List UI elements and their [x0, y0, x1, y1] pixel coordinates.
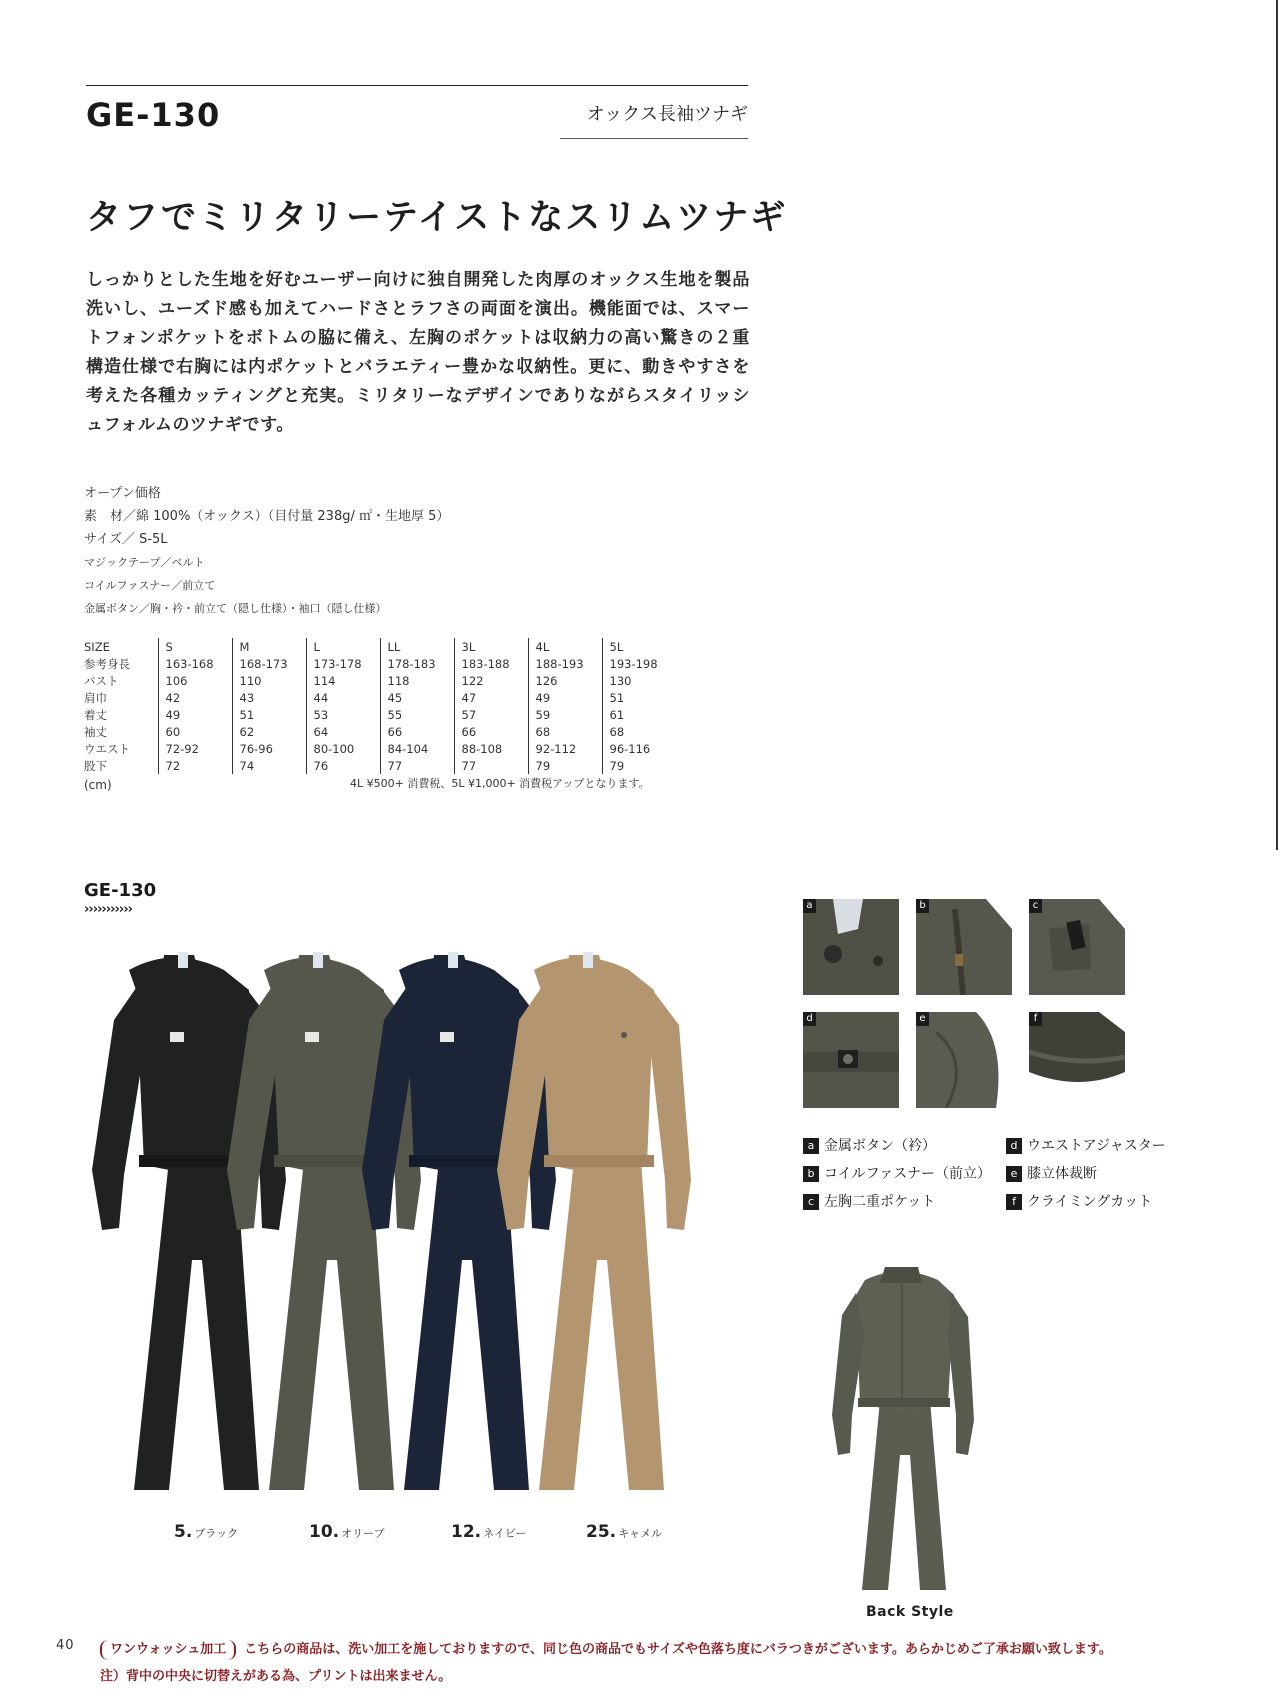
- detail-tag: d: [803, 1012, 816, 1026]
- spec-material: 素 材／綿 100%（オックス）（目付量 238g/ ㎡・生地厚 5）: [84, 509, 450, 524]
- detail-tag: b: [916, 899, 929, 913]
- table-cell: 51: [232, 706, 306, 723]
- detail-tag: e: [916, 1012, 929, 1026]
- row-label: 肩巾: [84, 690, 107, 705]
- table-cell: 44: [306, 689, 380, 706]
- table-row: [84, 655, 676, 672]
- table-cell: 60: [158, 723, 232, 740]
- back-style-label: Back Style: [866, 1604, 954, 1620]
- product-subtitle: オックス長袖ツナギ: [586, 104, 748, 125]
- table-cell: 68: [602, 723, 676, 740]
- coverall-camel: [497, 952, 691, 1490]
- footnote-wash-line: [100, 1636, 1200, 1663]
- legend-tag: e: [1006, 1166, 1022, 1182]
- page-edge-rule: [1276, 0, 1278, 850]
- row-label: ウエスト: [84, 741, 130, 756]
- detail-tag: f: [1029, 1012, 1042, 1026]
- color-name: ネイビー: [483, 1527, 527, 1540]
- table-cell: 43: [232, 689, 306, 706]
- detail-photo-d: [803, 1012, 899, 1108]
- row-label: 股下: [84, 758, 107, 773]
- size-header-label: SIZE: [84, 639, 110, 654]
- table-row: [84, 723, 676, 740]
- table-cell: 49: [528, 689, 602, 706]
- color-number: 5.: [174, 1522, 193, 1542]
- table-cell: 122: [454, 672, 528, 689]
- color-label-black: [174, 1522, 238, 1542]
- table-cell: 66: [454, 723, 528, 740]
- coverall-lineup-photo: [84, 930, 764, 1505]
- spec-velcro: マジックテープ／ベルト: [84, 556, 205, 569]
- spec-list: [84, 482, 724, 620]
- table-cell: 76: [306, 757, 380, 774]
- row-label: 袖丈: [84, 724, 107, 739]
- legend-item-d: [1006, 1135, 1166, 1155]
- spec-price: オープン価格: [84, 486, 161, 501]
- table-cell: 193-198: [602, 655, 676, 672]
- table-cell: 163-168: [158, 655, 232, 672]
- table-cell: 61: [602, 706, 676, 723]
- size-col: 4L: [528, 638, 602, 655]
- table-cell: 80-100: [306, 740, 380, 757]
- color-number: 10.: [309, 1522, 340, 1542]
- color-name: ブラック: [194, 1527, 239, 1540]
- legend-label: 左胸二重ポケット: [824, 1194, 936, 1210]
- color-number: 25.: [586, 1522, 617, 1542]
- table-cell: 68: [528, 723, 602, 740]
- knee-cut-photo: [916, 1012, 1012, 1108]
- table-cell: 57: [454, 706, 528, 723]
- table-cell: 114: [306, 672, 380, 689]
- legend-label: ウエストアジャスター: [1027, 1138, 1166, 1154]
- size-col: S: [158, 638, 232, 655]
- table-cell: 47: [454, 689, 528, 706]
- color-number: 12.: [451, 1522, 482, 1542]
- row-label: バスト: [84, 673, 119, 688]
- product-description: しっかりとした生地を好むユーザー向けに独自開発した肉厚のオックス生地を製品洗いし、ユーズド感も加えてハードさとラフさの両面を演出。機能面では、スマートフォンポケットをボトムの脇に備え、左胸のポケットは収納力の高い驚きの２重構造仕様で右胸には内ポケットとバラエティー豊かな収納性。更に、動きやすさを考えた各種カッティングと充実。ミリタリーなデザインでありながらスタイリッシュフォルムのツナギです。: [86, 270, 750, 435]
- table-cell: 66: [380, 723, 454, 740]
- table-cell: 88-108: [454, 740, 528, 757]
- table-cell: 92-112: [528, 740, 602, 757]
- table-cell: 118: [380, 672, 454, 689]
- table-cell: 42: [158, 689, 232, 706]
- chevrons-decoration: ›››››››››››: [84, 902, 132, 917]
- detail-photo-b: [916, 899, 1012, 995]
- legend-label: コイルファスナー（前立）: [824, 1166, 992, 1182]
- color-label-camel: [586, 1522, 662, 1542]
- header-rule: [86, 85, 748, 86]
- legend-tag: d: [1006, 1138, 1022, 1154]
- footnote-note: 注）背中の中央に切替えがある為、プリントは出来ません。: [100, 1669, 452, 1684]
- page-number: 40: [56, 1638, 75, 1653]
- product-code-title: GE-130: [86, 96, 221, 134]
- table-cell: 110: [232, 672, 306, 689]
- table-cell: 59: [528, 706, 602, 723]
- color-name: キャメル: [618, 1527, 663, 1540]
- table-cell: 77: [454, 757, 528, 774]
- legend-item-f: [1006, 1191, 1152, 1211]
- legend-item-a: [803, 1135, 936, 1155]
- table-cell: 76-96: [232, 740, 306, 757]
- table-row: [84, 757, 676, 774]
- unit-label: (cm): [84, 778, 112, 792]
- table-cell: 130: [602, 672, 676, 689]
- headline: タフでミリタリーテイストなスリムツナギ: [86, 198, 788, 238]
- spec-zipper: コイルファスナー／前立て: [84, 579, 216, 592]
- size-col: M: [232, 638, 306, 655]
- photo-section-code: GE-130: [84, 880, 157, 901]
- color-name: オリーブ: [341, 1527, 385, 1540]
- size-table-header: [84, 638, 676, 655]
- table-cell: 106: [158, 672, 232, 689]
- tax-note: 4L ¥500+ 消費税、5L ¥1,000+ 消費税アップとなります。: [350, 777, 650, 790]
- legend-item-e: [1006, 1163, 1097, 1183]
- detail-photo-c: [1029, 899, 1125, 995]
- subtitle-rule: [560, 138, 748, 139]
- legend-tag: b: [803, 1166, 819, 1182]
- detail-photo-e: [916, 1012, 1012, 1108]
- table-cell: 79: [528, 757, 602, 774]
- table-cell: 188-193: [528, 655, 602, 672]
- legend-label: 膝立体裁断: [1027, 1166, 1097, 1182]
- wash-tag: ワンウォッシュ加工: [100, 1640, 236, 1660]
- table-cell: 49: [158, 706, 232, 723]
- table-cell: 74: [232, 757, 306, 774]
- table-row: [84, 689, 676, 706]
- climbing-cut-photo: [1029, 1012, 1125, 1108]
- table-cell: 55: [380, 706, 454, 723]
- size-col: L: [306, 638, 380, 655]
- table-cell: 62: [232, 723, 306, 740]
- legend-tag: f: [1006, 1194, 1022, 1210]
- table-cell: 96-116: [602, 740, 676, 757]
- table-cell: 72: [158, 757, 232, 774]
- wash-text: こちらの商品は、洗い加工を施しておりますので、同じ色の商品でもサイズや色落ち度にバラつきがございます。あらかじめご了承お願い致します。: [244, 1642, 1112, 1657]
- size-col: 5L: [602, 638, 676, 655]
- size-table: [84, 638, 676, 774]
- legend-tag: c: [803, 1194, 819, 1210]
- table-cell: 183-188: [454, 655, 528, 672]
- table-cell: 173-178: [306, 655, 380, 672]
- table-cell: 77: [380, 757, 454, 774]
- double-pocket-photo: [1029, 899, 1125, 995]
- table-cell: 72-92: [158, 740, 232, 757]
- table-cell: 45: [380, 689, 454, 706]
- table-cell: 51: [602, 689, 676, 706]
- size-col: 3L: [454, 638, 528, 655]
- table-cell: 79: [602, 757, 676, 774]
- metal-button-photo: [803, 899, 899, 995]
- table-row: [84, 706, 676, 723]
- row-label: 参考身長: [84, 656, 130, 671]
- table-cell: 126: [528, 672, 602, 689]
- table-cell: 168-173: [232, 655, 306, 672]
- table-row: [84, 672, 676, 689]
- size-col: LL: [380, 638, 454, 655]
- detail-photo-f: [1029, 1012, 1125, 1108]
- color-labels: [172, 1522, 732, 1546]
- detail-tag: a: [803, 899, 816, 913]
- footnote: [100, 1636, 1200, 1690]
- coverall-back-photo: [820, 1255, 980, 1595]
- table-cell: 64: [306, 723, 380, 740]
- color-label-navy: [451, 1522, 526, 1542]
- table-cell: 178-183: [380, 655, 454, 672]
- legend-item-c: [803, 1191, 935, 1211]
- spec-buttons: 金属ボタン／胸・衿・前立て（隠し仕様）・袖口（隠し仕様）: [84, 602, 387, 615]
- row-label: 着丈: [84, 707, 107, 722]
- legend-label: クライミングカット: [1027, 1194, 1153, 1210]
- table-cell: 53: [306, 706, 380, 723]
- table-cell: 84-104: [380, 740, 454, 757]
- spec-sizes: サイズ／ S-5L: [84, 532, 168, 547]
- legend-label: 金属ボタン（衿）: [824, 1138, 936, 1154]
- detail-photo-a: [803, 899, 899, 995]
- color-label-olive: [309, 1522, 385, 1542]
- detail-tag: c: [1029, 899, 1042, 913]
- legend-tag: a: [803, 1138, 819, 1154]
- coil-zipper-photo: [916, 899, 1012, 995]
- legend-item-b: [803, 1163, 991, 1183]
- waist-adjuster-photo: [803, 1012, 899, 1108]
- table-row: [84, 740, 676, 757]
